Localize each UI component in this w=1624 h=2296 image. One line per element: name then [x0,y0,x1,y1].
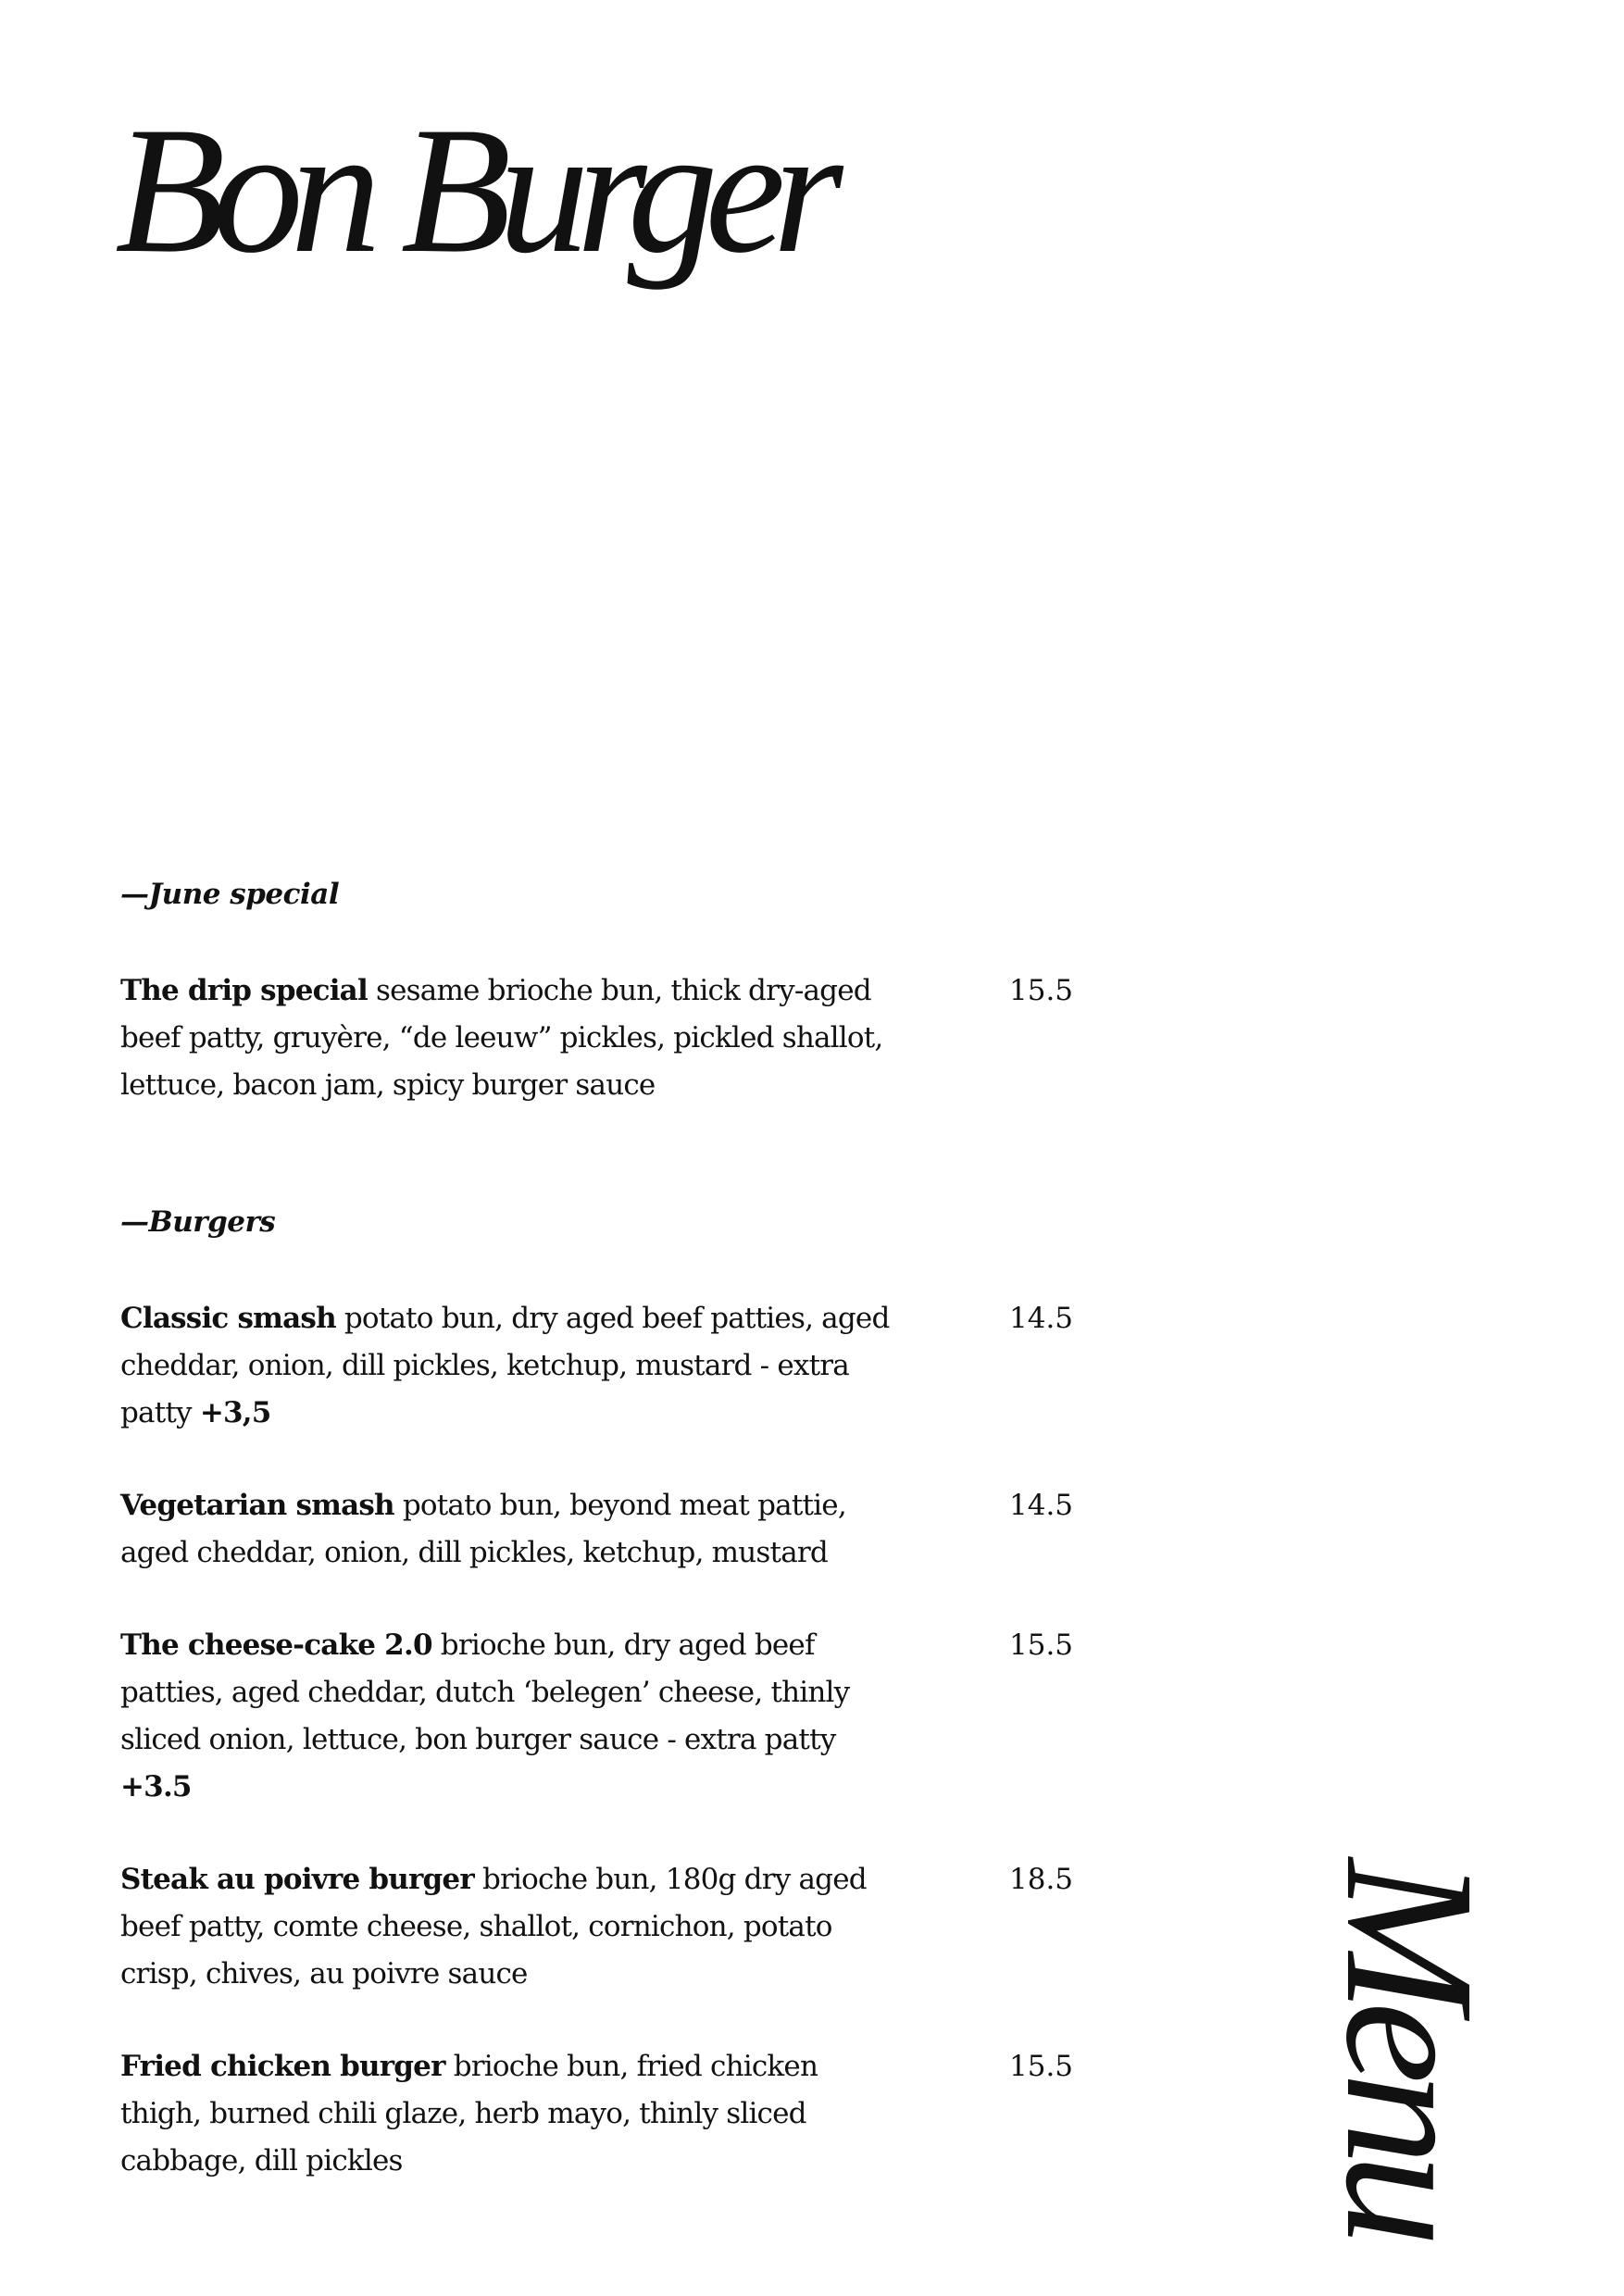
section-heading-june-special: —June special [120,878,340,911]
menu-item-line: aged cheddar, onion, dill pickles, ketchup, mustard [120,1536,828,1569]
menu-item-name: Fried chicken burger [120,2050,445,2083]
extra-patty-price: +3,5 [199,1396,271,1429]
menu-item-line: Classic smash potato bun, dry aged beef patties, aged [120,1302,890,1335]
menu-item-description [120,1295,889,1437]
menu-item-line: sliced onion, lettuce, bon burger sauce - extra patty [120,1723,836,1756]
menu-item-fried-chicken [120,2043,1083,2191]
menu-item-price: 15.5 [1009,2050,1074,2083]
menu-item-price: 14.5 [1009,1489,1074,1522]
menu-item-drip-special [120,967,1083,1116]
restaurant-title: Bon Burger [115,90,831,291]
menu-item-description [120,1856,889,1998]
menu-item-line: cabbage, dill pickles [120,2144,403,2177]
menu-item-name: Classic smash [120,1302,336,1335]
menu-item-description [120,967,889,1109]
menu-item-price: 15.5 [1009,1628,1074,1662]
menu-item-price: 18.5 [1009,1863,1074,1896]
menu-item-line: beef patty, comte cheese, shallot, cornichon, potato [120,1910,832,1943]
menu-item-line: thigh, burned chili glaze, herb mayo, thinly sliced [120,2097,806,2130]
extra-patty-price: +3.5 [120,1770,192,1803]
menu-item-line: crisp, chives, au poivre sauce [120,1957,528,1990]
menu-item-line: beef patty, gruyère, “de leeuw” pickles, pickled shallot, [120,1021,883,1054]
menu-item-description [120,1482,889,1577]
menu-item-steak-au-poivre [120,1856,1083,2004]
menu-item-price: 14.5 [1009,1302,1074,1335]
side-menu-label: Menu [1307,1858,1512,2236]
menu-item-line: Vegetarian smash potato bun, beyond meat pattie, [120,1489,846,1522]
menu-item-name: The drip special [120,974,368,1007]
menu-item-description [120,2043,889,2185]
menu-item-price: 15.5 [1009,974,1074,1007]
menu-item-name: The cheese-cake 2.0 [120,1628,432,1662]
menu-item-line: The cheese-cake 2.0 brioche bun, dry aged beef [120,1628,815,1662]
menu-item-line: The drip special sesame brioche bun, thick dry-aged [120,974,871,1007]
menu-item-vegetarian-smash [120,1482,1083,1630]
section-heading-burgers: —Burgers [120,1205,276,1239]
menu-item-classic-smash [120,1295,1083,1443]
menu-item-name: Vegetarian smash [120,1489,394,1522]
menu-item-line: patties, aged cheddar, dutch ‘belegen’ cheese, thinly [120,1676,850,1709]
menu-item-line: Fried chicken burger brioche bun, fried chicken [120,2050,818,2083]
menu-item-line: patty +3,5 [120,1396,271,1429]
menu-item-cheese-cake [120,1622,1083,1803]
menu-item-description [120,1622,889,1811]
menu-item-name: Steak au poivre burger [120,1863,474,1896]
menu-item-line: Steak au poivre burger brioche bun, 180g dry aged [120,1863,867,1896]
menu-item-line: lettuce, bacon jam, spicy burger sauce [120,1068,656,1102]
menu-item-line: cheddar, onion, dill pickles, ketchup, mustard - extra [120,1349,849,1382]
